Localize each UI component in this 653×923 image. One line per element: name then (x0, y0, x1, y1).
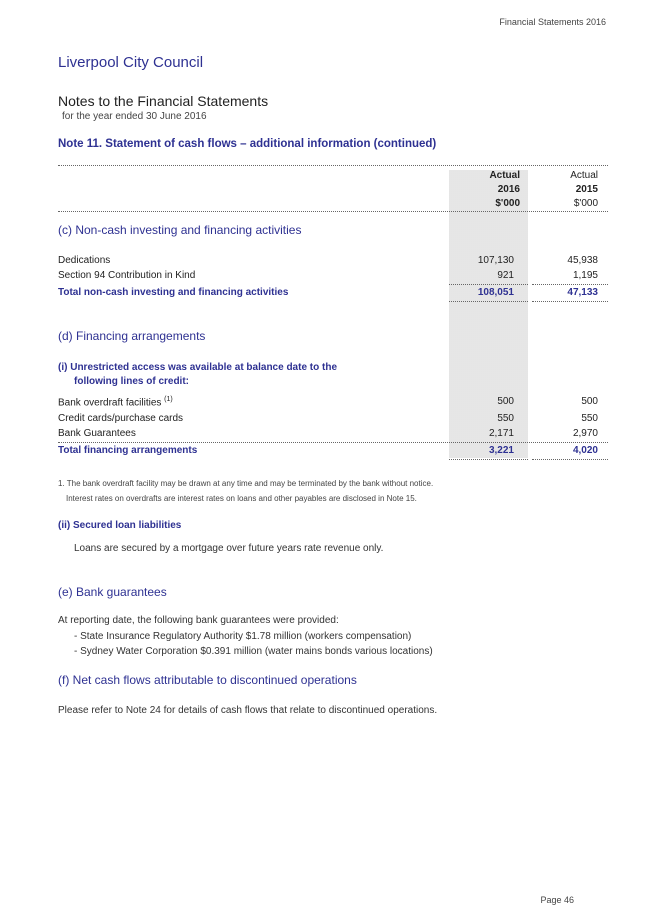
section-e-intro: At reporting date, the following bank guarantees were provided: (58, 615, 339, 626)
table-header-rule (58, 211, 608, 212)
subtotal-rule (58, 442, 608, 443)
value-2015: 4,020 (572, 445, 598, 456)
subsection-i-title-line2: following lines of credit: (74, 376, 189, 387)
section-d-title: (d) Financing arrangements (58, 329, 206, 343)
table-row (58, 413, 608, 427)
council-name: Liverpool City Council (58, 54, 204, 71)
subsection-ii-text: Loans are secured by a mortgage over future years rate revenue only. (74, 543, 384, 554)
col-2016-label: Actual (489, 170, 520, 181)
subtotal-rule-2016 (449, 284, 528, 285)
col-2015-label: Actual (570, 170, 598, 181)
subsection-i-title-line1: (i) Unrestricted access was available at balance date to the (58, 362, 338, 373)
value-2015: 1,195 (572, 270, 598, 281)
total-rule-2015 (532, 301, 608, 302)
table-total-row (58, 287, 608, 301)
running-header: Financial Statements 2016 (499, 17, 606, 27)
value-2015: 500 (581, 396, 598, 407)
total-rule-2016 (449, 301, 528, 302)
section-f-title: (f) Net cash flows attributable to discontinued operations (58, 673, 357, 687)
table-row (58, 396, 608, 410)
col-2016-year: 2016 (497, 184, 520, 195)
value-2015: 47,133 (567, 287, 598, 298)
value-2015: 45,938 (567, 255, 598, 266)
section-c-title: (c) Non-cash investing and financing activities (58, 223, 302, 237)
notes-subtitle: for the year ended 30 June 2016 (62, 111, 207, 122)
value-2016: 921 (497, 270, 514, 281)
col-2016-unit: $'000 (495, 198, 520, 209)
table-row (58, 428, 608, 442)
value-2016: 500 (497, 396, 514, 407)
value-2016: 550 (497, 413, 514, 424)
table-top-rule (58, 165, 608, 166)
value-2016: 2,171 (488, 428, 514, 439)
table-row (58, 270, 608, 284)
total-rule-2015 (532, 459, 608, 460)
col-2015-unit: $'000 (573, 198, 598, 209)
list-item: - Sydney Water Corporation $0.391 million (water mains bonds various locations) (74, 646, 433, 657)
total-rule-2016 (449, 459, 528, 460)
value-2015: 550 (581, 413, 598, 424)
section-e-title: (e) Bank guarantees (58, 585, 167, 599)
footnote-2: Interest rates on overdrafts are interest rates on loans and other payables are disclosed in Note 15. (66, 494, 417, 503)
table-total-row (58, 445, 608, 459)
page-number: Page 46 (540, 895, 574, 905)
table-row (58, 255, 608, 269)
footnote-ref: (1) (164, 396, 173, 403)
value-2016: 108,051 (477, 287, 514, 298)
value-2015: 2,970 (572, 428, 598, 439)
row-label: Bank Guarantees (58, 428, 136, 439)
notes-title: Notes to the Financial Statements (58, 93, 269, 109)
value-2016: 107,130 (477, 255, 514, 266)
row-label: Dedications (58, 255, 111, 266)
subsection-ii-title: (ii) Secured loan liabilities (58, 520, 182, 531)
col-2015-year: 2015 (575, 184, 598, 195)
value-2016: 3,221 (488, 445, 514, 456)
row-label: Section 94 Contribution in Kind (58, 270, 196, 281)
subtotal-rule-2015 (532, 284, 608, 285)
row-label: Bank overdraft facilities $^{(1)}$ (58, 396, 173, 409)
list-item: - State Insurance Regulatory Authority $1.78 million (workers compensation) (74, 631, 412, 642)
row-label: Credit cards/purchase cards (58, 413, 184, 424)
note-title: Note 11. Statement of cash flows – additional information (continued) (58, 138, 437, 150)
footnote-1: 1. The bank overdraft facility may be drawn at any time and may be terminated by the bank without notice. (58, 479, 434, 488)
row-label: Total non-cash investing and financing activities (58, 287, 289, 298)
row-label: Total financing arrangements (58, 445, 198, 456)
section-f-text: Please refer to Note 24 for details of cash flows that relate to discontinued operations. (58, 705, 438, 716)
